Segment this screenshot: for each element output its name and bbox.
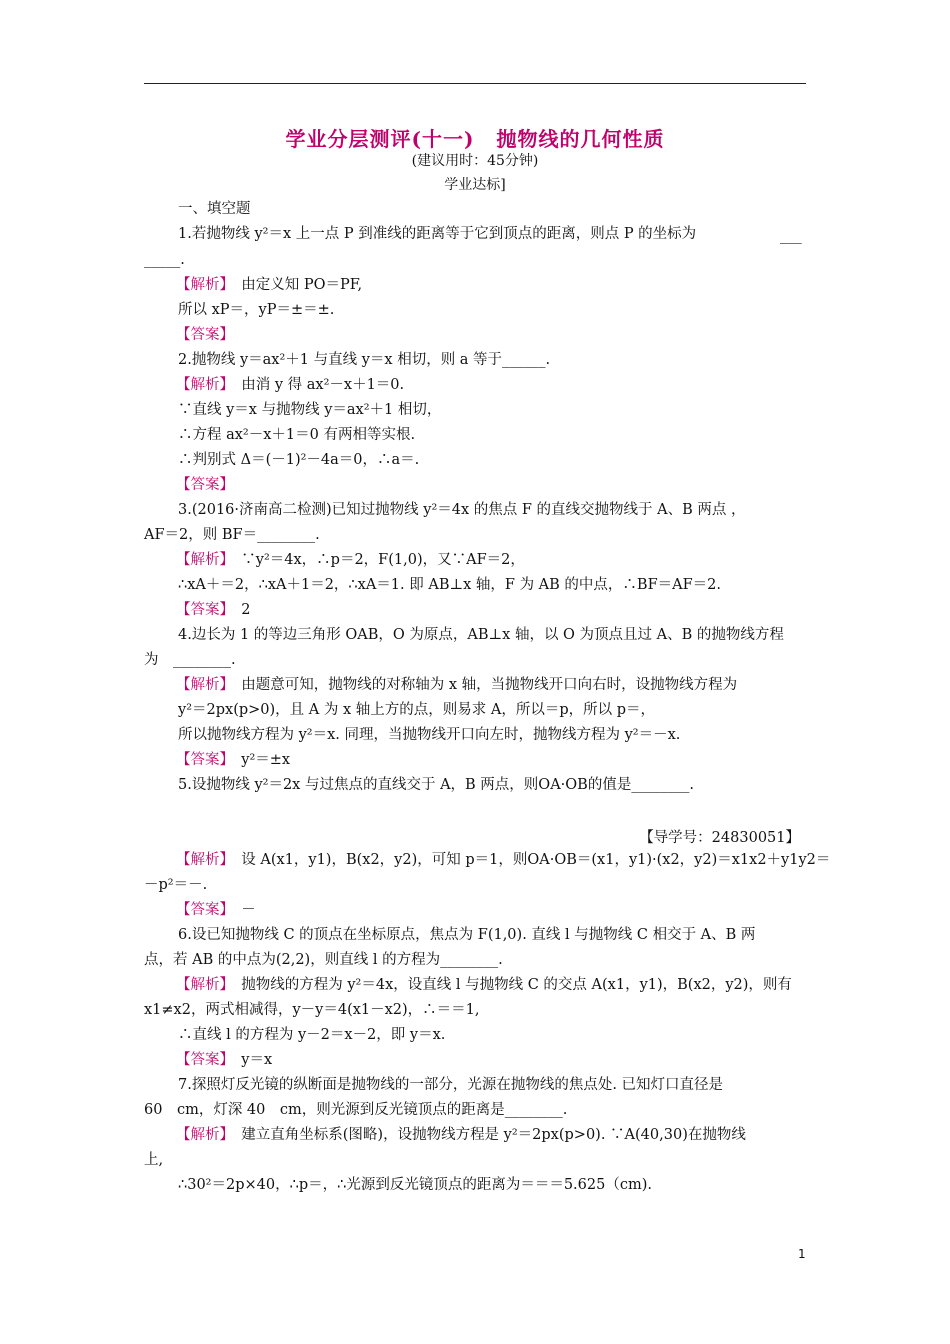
line-text: 点，若 AB 的中点为(2,2)，则直线 l 的方程为________. (144, 952, 503, 968)
header-rule (144, 83, 806, 84)
label-tag: 【答案】 (176, 752, 227, 768)
line-text: 由消 y 得 ax²－x＋1＝0. (226, 377, 405, 393)
line-text: 4.边长为 1 的等边三角形 OAB，O 为原点，AB⊥x 轴，以 O 为顶点且过 A、B 的抛物线方程 (178, 627, 784, 643)
label-tag: 【解析】 (176, 1127, 227, 1143)
label-tag: 【解析】 (176, 552, 227, 568)
text-line (144, 650, 236, 670)
label-tag: 【解析】 (176, 852, 227, 868)
text-line (144, 875, 207, 895)
text-line (178, 700, 655, 720)
line-text: 2.抛物线 y＝ax²＋1 与直线 y＝x 相切，则 a 等于______. (178, 352, 551, 368)
line-text: 7.探照灯反光镜的纵断面是抛物线的一部分，光源在抛物线的焦点处. 已知灯口直径是 (178, 1077, 724, 1093)
text-line (178, 450, 419, 470)
label-tag: 【解析】 (176, 677, 227, 693)
text-line (780, 226, 802, 246)
text-line (144, 525, 320, 545)
line-text: _____. (144, 252, 185, 268)
line-text: y²＝±x (226, 752, 291, 768)
text-line (176, 975, 792, 995)
label-tag: 【答案】 (176, 602, 227, 618)
text-line (176, 550, 525, 570)
text-line (178, 1025, 445, 1045)
text-line (178, 400, 441, 420)
line-text: 3.(2016·济南高二检测)已知过抛物线 y²＝4x 的焦点 F 的直线交抛物线于 A、B 两点 ， (178, 502, 746, 518)
line-text: 上, (144, 1152, 164, 1168)
line-text: ∴判别式 Δ＝(－1)²－4a＝0，∴a＝. (178, 452, 420, 468)
text-line (178, 425, 415, 445)
text-line (178, 500, 746, 520)
text-line (178, 575, 721, 595)
line-text: y＝x (226, 1052, 273, 1068)
text-line (178, 725, 680, 745)
guide-number: 【导学号：24830051】 (639, 830, 800, 846)
line-text: ∴方程 ax²－x＋1＝0 有两相等实根. (178, 427, 416, 443)
text-line (176, 850, 830, 870)
title-left: 学业分层测评(十一) (285, 127, 475, 151)
line-text: 所以 xP＝，yP＝±＝±. (178, 302, 335, 318)
line-text: y²＝2px(p>0)，且 A 为 x 轴上方的点，则易求 A，所以＝p，所以 p＝， (178, 702, 655, 718)
title-right: 抛物线的几何性质 (496, 127, 665, 151)
text-line (176, 675, 737, 695)
page-number: 1 (798, 1247, 806, 1261)
page-title (0, 123, 950, 152)
line-text: 6.设已知抛物线 C 的顶点在坐标原点，焦点为 F(1,0). 直线 l 与抛物线 C 相交于 A、B 两 (178, 927, 756, 943)
label-tag: 【答案】 (176, 327, 234, 343)
label-tag: 【解析】 (176, 977, 227, 993)
line-text: －p²＝－. (144, 877, 208, 893)
text-line (144, 250, 185, 270)
text-line (144, 1150, 163, 1170)
text-line (178, 199, 251, 219)
line-text: 由定义知 PO＝PF, (226, 277, 363, 293)
text-line (144, 1100, 567, 1120)
line-text: 60 cm，灯深 40 cm，则光源到反光镜顶点的距离是________. (144, 1102, 568, 1118)
text-line (178, 1175, 652, 1195)
text-line (178, 350, 550, 370)
text-line (178, 1075, 723, 1095)
text-line (176, 750, 290, 770)
line-text: － (226, 902, 256, 918)
text-line (176, 475, 234, 495)
line-text: ∵y²＝4x，∴p＝2，F(1,0)，又∵AF＝2， (226, 552, 525, 568)
text-line (144, 950, 503, 970)
line-text: 抛物线的方程为 y²＝4x，设直线 l 与抛物线 C 的交点 A(x1，y1)，B(x2，y2)，则有 (226, 977, 792, 993)
level-heading: 学业达标] (444, 177, 506, 193)
line-text: 建立直角坐标系(图略)，设抛物线方程是 y²＝2px(p>0). ∵A(40,30)在抛物线 (226, 1127, 746, 1143)
line-text: x1≠x2，两式相减得，y－y＝4(x1－x2)，∴＝＝1, (144, 1002, 480, 1018)
text-line (176, 600, 250, 620)
label-tag: 【答案】 (176, 1052, 227, 1068)
text-line (178, 775, 694, 795)
text-line (178, 925, 755, 945)
line-text: ___ (780, 228, 802, 244)
text-line (178, 300, 334, 320)
line-text: ∵直线 y＝x 与抛物线 y＝ax²＋1 相切， (178, 402, 442, 418)
label-tag: 【解析】 (176, 277, 227, 293)
text-line (178, 625, 784, 645)
label-tag: 【解析】 (176, 377, 227, 393)
text-line (176, 900, 256, 920)
text-line (176, 1125, 746, 1145)
line-text: 1.若抛物线 y²＝x 上一点 P 到准线的距离等于它到顶点的距离，则点 P 的坐标为 (178, 226, 697, 242)
line-text: ∴30²＝2p×40，∴p＝，∴光源到反光镜顶点的距离为＝＝＝5.625（cm). (178, 1177, 652, 1193)
text-line (176, 275, 362, 295)
text-line (176, 375, 404, 395)
text-line (144, 1000, 480, 1020)
line-text: 5.设抛物线 y²＝2x 与过焦点的直线交于 A，B 两点，则OA·OB的值是________. (178, 777, 694, 793)
line-text: 所以抛物线方程为 y²＝x. 同理，当抛物线开口向左时，抛物线方程为 y²＝－x. (178, 727, 681, 743)
line-text: 设 A(x1，y1)，B(x2，y2)，可知 p＝1，则OA·OB＝(x1，y1)·(x2，y2)＝x1x2＋y1y2＝ (226, 852, 831, 868)
line-text: 为 ________. (144, 652, 236, 668)
label-tag: 【答案】 (176, 902, 227, 918)
text-line (178, 224, 696, 244)
text-line (176, 325, 234, 345)
label-tag: 【答案】 (176, 477, 234, 493)
time-note: (建议用时：45分钟) (411, 153, 539, 169)
line-text: 2 (226, 602, 251, 618)
line-text: AF＝2，则 BF＝________. (144, 527, 320, 543)
line-text: 一、填空题 (178, 201, 251, 217)
text-line (176, 1050, 272, 1070)
line-text: 由题意可知，抛物线的对称轴为 x 轴，当抛物线开口向右时，设抛物线方程为 (226, 677, 738, 693)
line-text: ∴直线 l 的方程为 y－2＝x－2，即 y＝x. (178, 1027, 446, 1043)
line-text: ∴xA＋＝2，∴xA＋1＝2，∴xA＝1. 即 AB⊥x 轴，F 为 AB 的中点，∴BF＝AF＝2. (178, 577, 721, 593)
